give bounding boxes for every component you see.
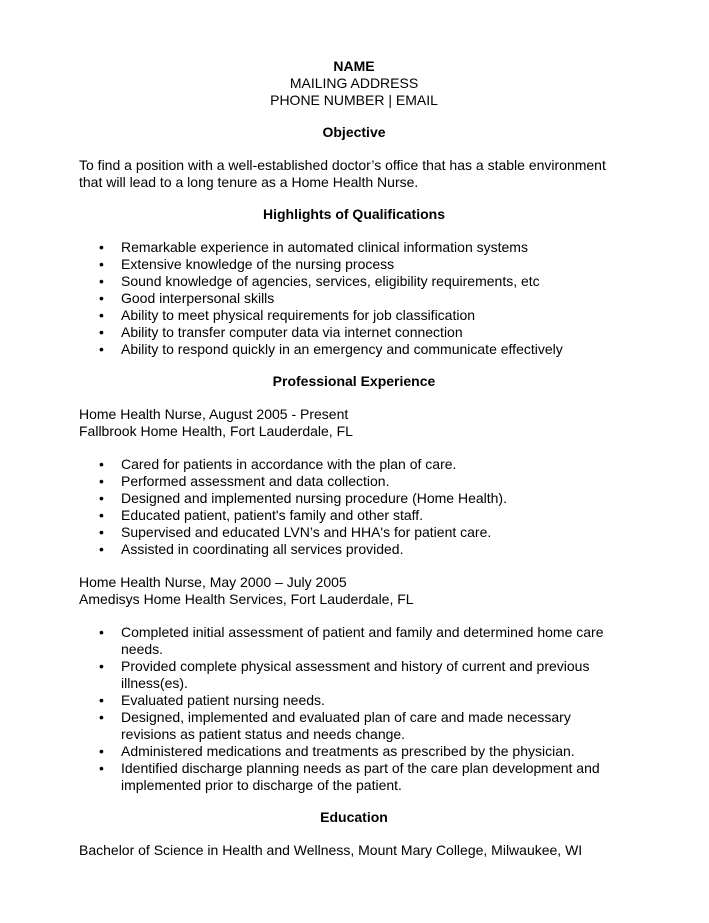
- job-role: Home Health Nurse, August 2005 - Present: [79, 406, 349, 422]
- education-text: Bachelor of Science in Health and Wellness, Mount Mary College, Milwaukee, WI: [79, 842, 583, 858]
- list-item: • Ability to respond quickly in an emergency and communicate effectively: [79, 341, 629, 358]
- objective-text: To find a position with a well-established doctor’s office that has a stable environment that will lead to a long tenure as a Home Health Nurse.: [79, 157, 606, 190]
- list-item: • Ability to meet physical requirements for job classification: [79, 307, 629, 324]
- list-item: • Good interpersonal skills: [79, 290, 629, 307]
- job-duties-list: [79, 624, 629, 794]
- list-item: • Provided complete physical assessment and history of current and previous illness(es).: [79, 658, 629, 692]
- list-item: • Remarkable experience in automated clinical information systems: [79, 239, 629, 256]
- phone-email-line: PHONE NUMBER | EMAIL: [270, 92, 438, 108]
- list-item: • Educated patient, patient's family and other staff.: [79, 507, 629, 524]
- job-role: Home Health Nurse, May 2000 – July 2005: [79, 574, 347, 590]
- education-title: Education: [320, 809, 388, 825]
- list-item: • Cared for patients in accordance with the plan of care.: [79, 456, 629, 473]
- job-employer: Fallbrook Home Health, Fort Lauderdale, FL: [79, 423, 353, 439]
- job-duties-list: [79, 456, 629, 558]
- list-item: • Completed initial assessment of patient and family and determined home care needs.: [79, 624, 629, 658]
- highlights-title: Highlights of Qualifications: [263, 206, 445, 222]
- list-item: • Ability to transfer computer data via internet connection: [79, 324, 629, 341]
- list-item: • Performed assessment and data collection.: [79, 473, 629, 490]
- list-item: • Designed, implemented and evaluated plan of care and made necessary revisions as patient status and needs change.: [79, 709, 629, 743]
- applicant-name: NAME: [333, 58, 375, 74]
- list-item: • Identified discharge planning needs as part of the care plan development and implemented prior to discharge of the patient.: [79, 760, 629, 794]
- objective-title: Objective: [322, 124, 386, 140]
- highlights-list: [79, 239, 629, 358]
- list-item: • Administered medications and treatments as prescribed by the physician.: [79, 743, 629, 760]
- list-item: • Designed and implemented nursing procedure (Home Health).: [79, 490, 629, 507]
- job-entry: [79, 406, 629, 558]
- resume-page: [79, 58, 629, 859]
- experience-title: Professional Experience: [272, 373, 436, 389]
- list-item: • Assisted in coordinating all services provided.: [79, 541, 629, 558]
- list-item: • Evaluated patient nursing needs.: [79, 692, 629, 709]
- list-item: • Sound knowledge of agencies, services, eligibility requirements, etc: [79, 273, 629, 290]
- job-entry: [79, 574, 629, 794]
- job-employer: Amedisys Home Health Services, Fort Lauderdale, FL: [79, 591, 414, 607]
- resume-header: [79, 58, 629, 109]
- list-item: • Supervised and educated LVN’s and HHA's for patient care.: [79, 524, 629, 541]
- mailing-address: MAILING ADDRESS: [289, 75, 419, 91]
- list-item: • Extensive knowledge of the nursing process: [79, 256, 629, 273]
